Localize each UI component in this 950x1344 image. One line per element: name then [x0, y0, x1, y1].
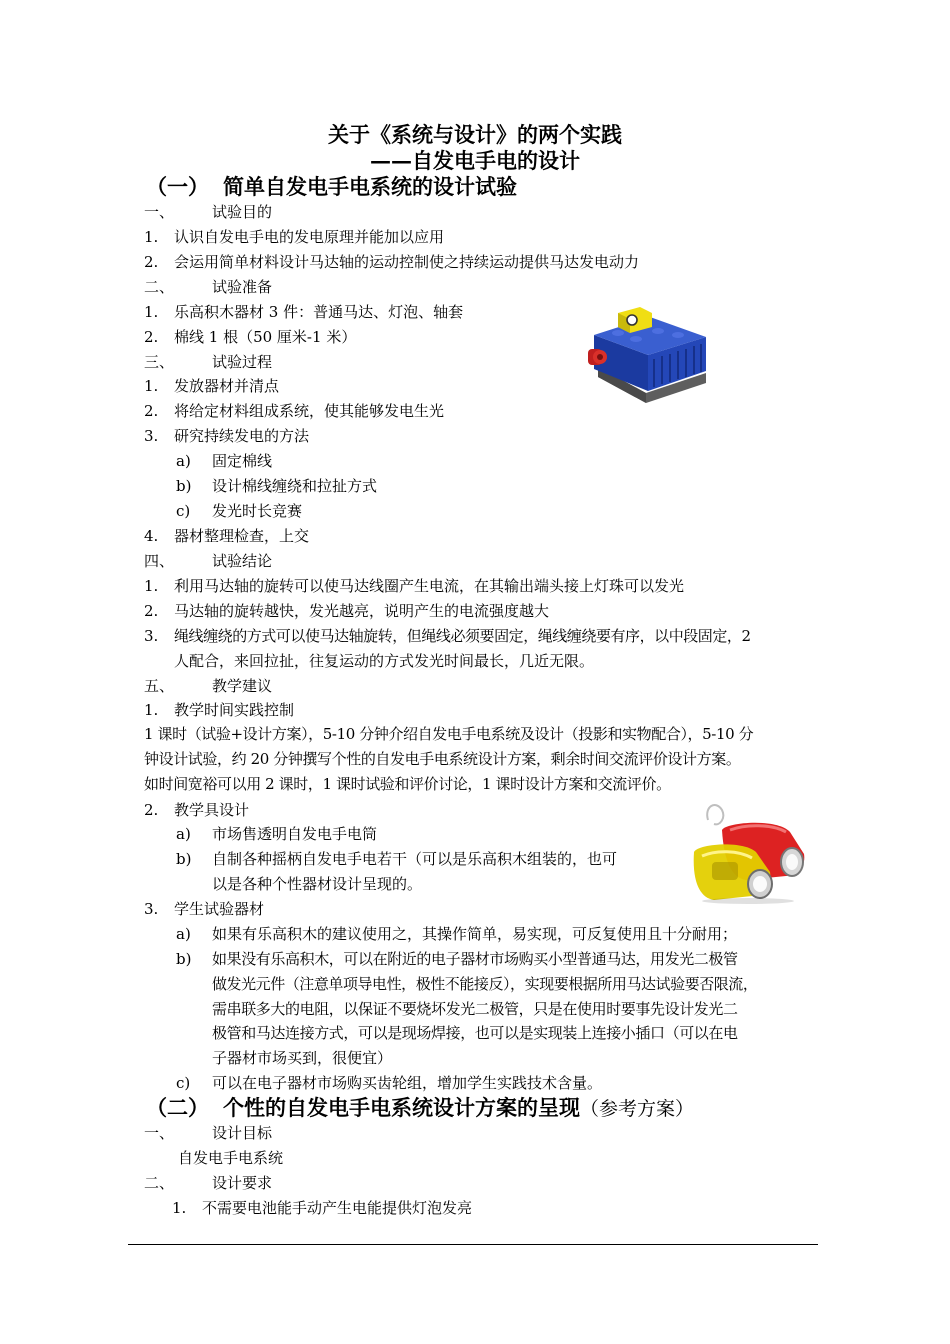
section1-heading-num: （一） [146, 174, 209, 199]
section2-heading [146, 1094, 694, 1123]
flashlights-image [686, 800, 810, 904]
section2-heading-num: （二） [146, 1095, 209, 1120]
document-page: 关于《系统与设计》的两个实践 ——自发电手电的设计 （一） 简单自发电手电系统的设计试验 一、 试验目的 1. 认识自发电手电的发电原理并能加以应用 2. 会运用简单材料设计马达轴的运动控制使之持续运动提供马达发电动力 二、 试验准备 1. 乐高积木器材 3 件：普通马达、灯泡、轴套 2. 棉线 1 根（50 厘米-1 米） 三、 试验过程 1. 发放器材并清点 2. 将给定材料组成系统，使其能够发电生光 3. 研究持续发电的方法 a) 固定棉线 b) 设计棉线缠绕和拉扯方式 c) 发光时长竞赛 4. 器材整理检查，上交 四、 试验结论 1. 利用马达轴的旋转可以使马达线圈产生电流，在其输出端头接上灯珠可以发光 2. 马达轴的旋转越快，发光越亮，说明产生的电流强度越大 3. 绳线缠绕的方式可以使马达轴旋转，但绳线必须要固定，绳线缠绕要有序，以中段固定，2 人配合，来回拉扯，往复运动的方式发光时间最长，几近无限。 五、 教学建议 1. 教学时间实践控制 1 课时（试验+设计方案），5-10 分钟介绍自发电手电系统及设计（投影和实物配合），5-10 分 钟设计试验，约 20 分钟撰写个性的自发电手电系统设计方案，剩余时间交流评价设计方案。 如时间宽裕可以用 2 课时，1 课时试验和评价讨论，1 课时设计方案和交流评价。 2. 教学具设计 a) 市场售透明自发电手电筒 b) 自制各种摇柄自发电手电若干（可以是乐高积木组装的，也可 以是各种个性器材设计呈现的。 3. 学生试验器材 a) 如果有乐高积木的建议使用之，其操作简单，易实现，可反复使用且十分耐用； b) 如果没有乐高积木，可以在附近的电子器材市场购买小型普通马达，用发光二极管 做发光元件（注意单项导电性，极性不能接反），实现要根据所用马达试验要否限流， 需串联多大的电阻，以保证不要烧坏发光二极管，只是在使用时要事先设计发光二 极管和马达连接方式，可以是现场焊接，也可以是实现装上连接小插口（可以在电 子器材市场买到，很便宜） c) 可以在电子器材市场购买齿轮组，增加学生实践技术含量。 （二） 个性的自发电手电系统设计方案的呈现（参考方案） 一、 设计目标 自发电手电系统 二、 设计要求 1. 不需要电池能手动产生电能提供灯泡发亮 [0, 0, 950, 1344]
document-subtitle: ——自发电手电的设计 [370, 148, 580, 173]
section2-heading-text: 个性的自发电手电系统设计方案的呈现 [223, 1095, 580, 1120]
section1-heading-text: 简单自发电手电系统的设计试验 [223, 174, 517, 199]
lego-motor-image [588, 305, 712, 405]
section1-heading [146, 173, 517, 201]
section2-heading-note: （参考方案） [580, 1098, 695, 1120]
document-title: 关于《系统与设计》的两个实践 [328, 122, 622, 147]
footer-rule [128, 1244, 818, 1245]
